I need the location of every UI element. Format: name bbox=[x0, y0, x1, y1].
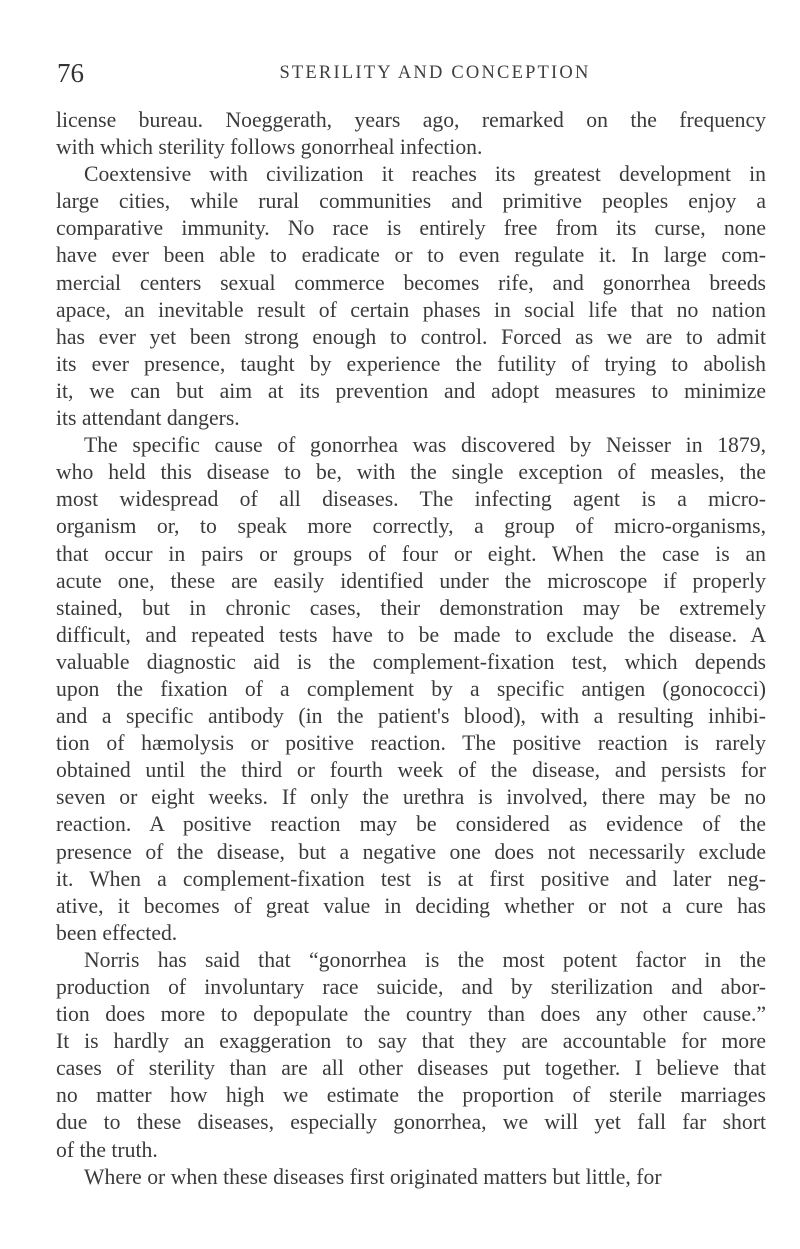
text-line: obtained until the third or fourth week of the disease, and persists for bbox=[56, 758, 766, 783]
text-line: no matter how high we estimate the proportion of sterile marriages bbox=[56, 1083, 766, 1108]
text-line: valuable diagnostic aid is the complement-fixation test, which depends bbox=[56, 649, 766, 674]
paragraph bbox=[56, 107, 766, 161]
text-line: mercial centers sexual commerce becomes rife, and gonorrhea breeds bbox=[56, 270, 766, 295]
text-line: who held this disease to be, with the single exception of measles, the bbox=[56, 460, 766, 485]
text-line: presence of the disease, but a negative one does not necessarily exclude bbox=[56, 839, 766, 864]
text-line: has ever yet been strong enough to control. Forced as we are to admit bbox=[56, 324, 766, 349]
text-line: cases of sterility than are all other diseases put together. I believe that bbox=[56, 1056, 766, 1081]
page-number: 76 bbox=[57, 58, 84, 88]
running-head: STERILITY AND CONCEPTION bbox=[279, 63, 591, 83]
text-line: license bureau. Noeggerath, years ago, remarked on the frequency bbox=[56, 108, 766, 132]
text-line: reaction. A positive reaction may be considered as evidence of the bbox=[56, 812, 766, 837]
text-line: upon the fixation of a complement by a specific antigen (gonococci) bbox=[56, 676, 766, 701]
text-line: been effected. bbox=[56, 920, 178, 945]
text-line: The specific cause of gonorrhea was discovered by Neisser in 1879, bbox=[84, 433, 766, 458]
paragraph bbox=[56, 432, 766, 947]
text-line: organism or, to speak more correctly, a group of micro-organisms, bbox=[56, 514, 766, 539]
text-line: stained, but in chronic cases, their demonstration may be extremely bbox=[56, 595, 766, 620]
text-line: it, we can but aim at its prevention and adopt measures to minimize bbox=[56, 378, 766, 403]
text-line: acute one, these are easily identified under the microscope if properly bbox=[56, 568, 766, 593]
text-line: tion does more to depopulate the country than does any other cause.” bbox=[56, 1002, 766, 1027]
text-line: ative, it becomes of great value in deciding whether or not a cure has bbox=[56, 893, 766, 918]
text-line: production of involuntary race suicide, and by sterilization and abor- bbox=[56, 975, 766, 999]
text-line: most widespread of all diseases. The infecting agent is a micro- bbox=[56, 487, 766, 512]
text-line: its attendant dangers. bbox=[56, 406, 240, 431]
text-line: Norris has said that “gonorrhea is the most potent factor in the bbox=[84, 947, 766, 972]
text-line: comparative immunity. No race is entirely free from its curse, none bbox=[56, 216, 766, 241]
paragraph bbox=[56, 161, 766, 432]
paragraph bbox=[56, 1164, 766, 1191]
text-line: tion of hæmolysis or positive reaction. The positive reaction is rarely bbox=[56, 731, 766, 756]
text-line: it. When a complement-fixation test is at first positive and later neg- bbox=[56, 866, 766, 891]
text-line: have ever been able to eradicate or to even regulate it. In large com- bbox=[56, 243, 766, 268]
text-line: with which sterility follows gonorrheal infection. bbox=[56, 135, 483, 160]
text-line: difficult, and repeated tests have to be made to exclude the disease. A bbox=[56, 622, 766, 647]
text-line: that occur in pairs or groups of four or eight. When the case is an bbox=[56, 541, 766, 566]
paragraph bbox=[56, 947, 766, 1164]
text-line: It is hardly an exaggeration to say that they are accountable for more bbox=[56, 1029, 766, 1054]
text-line: due to these diseases, especially gonorrhea, we will yet fall far short bbox=[56, 1110, 766, 1135]
text-line: large cities, while rural communities and primitive peoples enjoy a bbox=[56, 189, 766, 214]
text-line: of the truth. bbox=[56, 1137, 158, 1162]
text-line: and a specific antibody (in the patient's blood), with a resulting inhibi- bbox=[56, 704, 766, 729]
text-line: apace, an inevitable result of certain phases in social life that no nation bbox=[56, 297, 766, 322]
text-line: its ever presence, taught by experience the futility of trying to abolish bbox=[56, 351, 766, 376]
text-line: Coextensive with civilization it reaches its greatest development in bbox=[84, 162, 766, 187]
text-line: Where or when these diseases first originated matters but little, for bbox=[84, 1164, 662, 1189]
text-line: seven or eight weeks. If only the urethra is involved, there may be no bbox=[56, 785, 766, 810]
body-text bbox=[56, 107, 766, 1191]
